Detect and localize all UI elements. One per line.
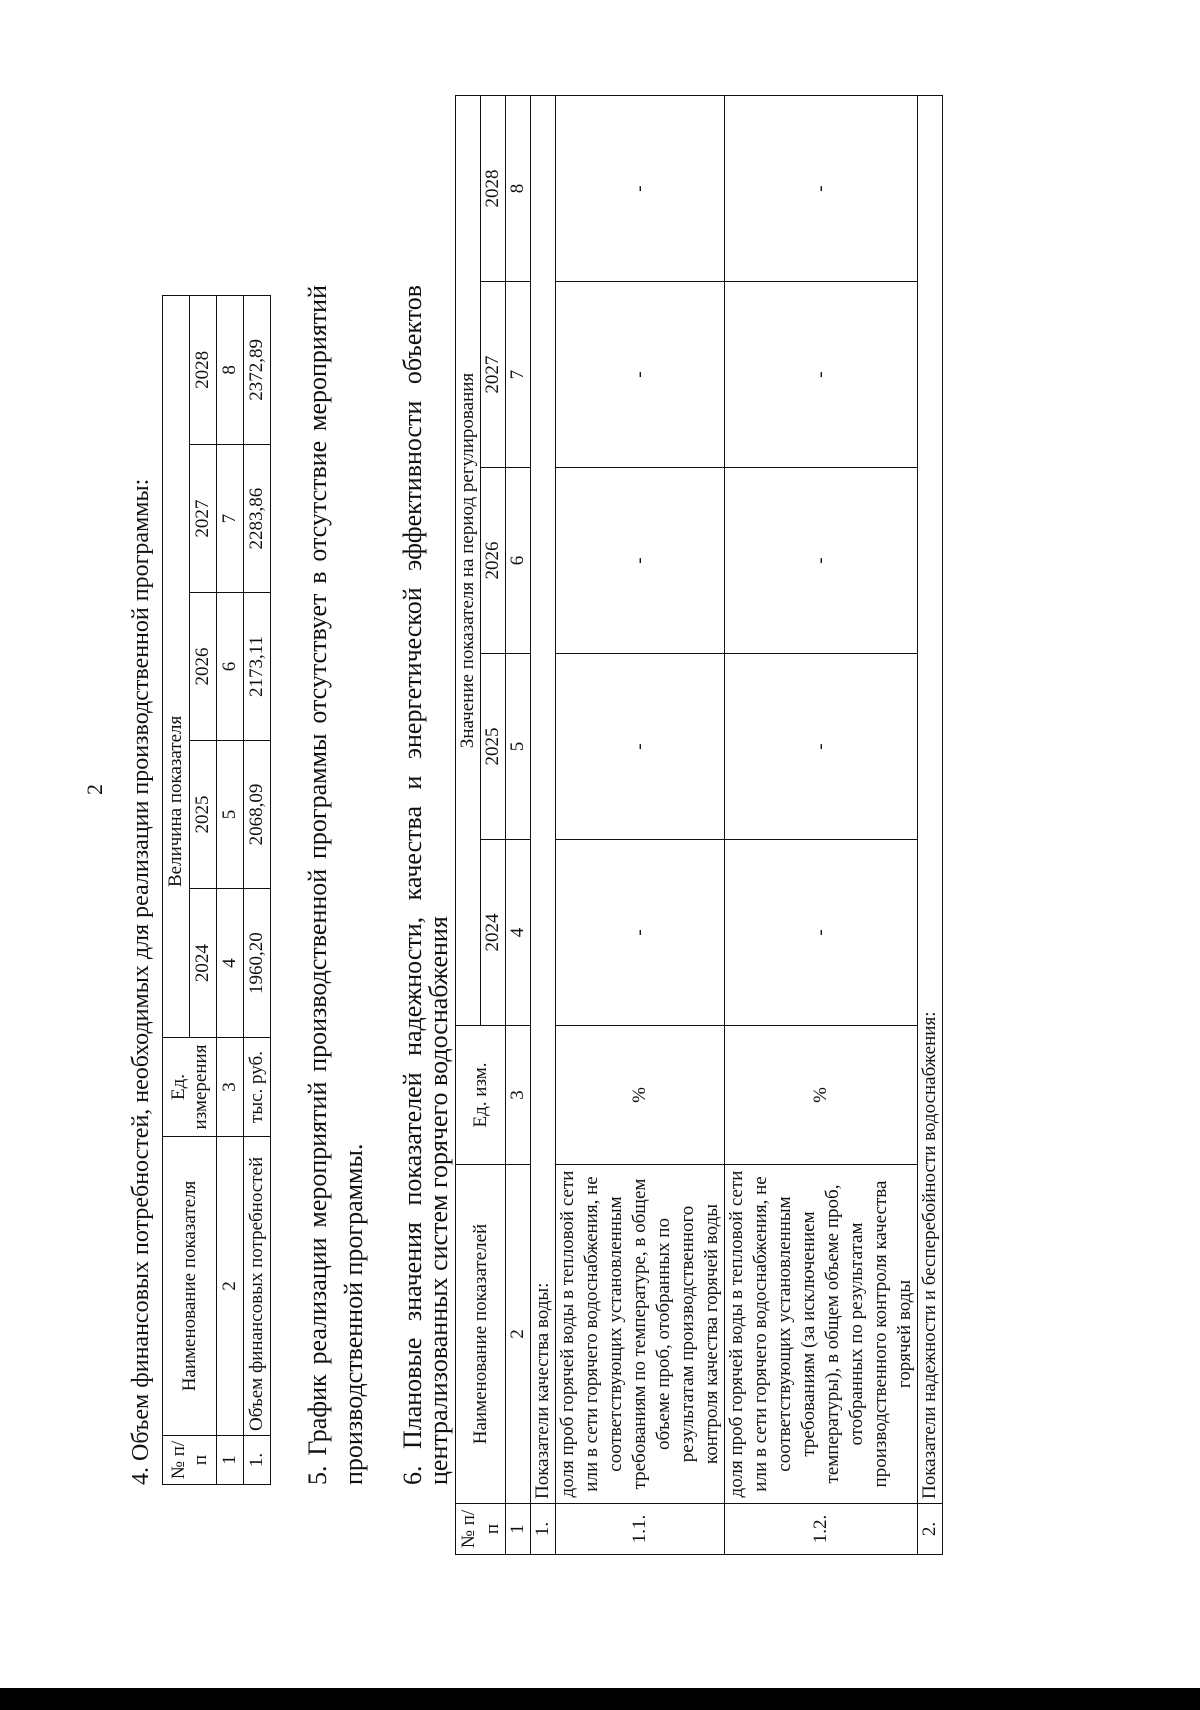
row-num: 1.1.: [556, 1504, 725, 1555]
group-num: 1.: [531, 1504, 556, 1555]
index-cell: 4: [506, 840, 531, 1026]
rotated-document: [82, 85, 1100, 1615]
index-cell: 1: [506, 1504, 531, 1555]
value-cell: -: [556, 840, 725, 1026]
group-label: Показатели надежности и бесперебойности водоснабжения:: [918, 96, 943, 1504]
header-value: Величина показателя: [163, 296, 190, 1038]
value-cell: -: [556, 96, 725, 282]
index-cell: 8: [217, 296, 244, 445]
year-cell: 2024: [481, 840, 506, 1026]
row-name: доля проб горячей воды в тепловой сети или в сети горячего водоснабжения, не соответствующих установленным требованиям (за исключением температуры), в общем объеме проб, отобранных по результатам производственного контроля качества горячей воды: [725, 1165, 918, 1504]
index-cell: 4: [217, 889, 244, 1038]
year-cell: 2025: [190, 740, 217, 889]
section5-text: 5. График реализации мероприятий производственной программы отсутствует в отсутствие мероприятий производственной программы.: [303, 285, 368, 1485]
index-cell: 7: [506, 282, 531, 468]
group-num: 2.: [918, 1504, 943, 1555]
section4-title: 4. Объем финансовых потребностей, необходимых для реализации производственной программы:: [128, 478, 154, 1485]
row-num: 1.: [244, 1436, 271, 1485]
value-cell: 2372,89: [244, 296, 271, 445]
value-cell: -: [556, 282, 725, 468]
index-cell: 2: [217, 1137, 244, 1436]
index-cell: 7: [217, 444, 244, 593]
scan-edge-bar: [0, 1688, 1200, 1710]
index-cell: 1: [217, 1436, 244, 1485]
index-cell: 8: [506, 96, 531, 282]
value-cell: 2068,09: [244, 740, 271, 889]
header-num: № п/п: [456, 1504, 506, 1555]
value-cell: -: [725, 96, 918, 282]
index-cell: 2: [506, 1165, 531, 1504]
index-cell: 6: [506, 468, 531, 654]
year-cell: 2025: [481, 654, 506, 840]
header-num: № п/п: [163, 1436, 217, 1485]
value-cell: 2173,11: [244, 593, 271, 740]
index-cell: 5: [217, 740, 244, 889]
year-cell: 2026: [481, 468, 506, 654]
row-unit: тыс. руб.: [244, 1038, 271, 1137]
value-cell: -: [725, 282, 918, 468]
value-cell: -: [725, 468, 918, 654]
value-cell: -: [725, 840, 918, 1026]
year-cell: 2027: [481, 282, 506, 468]
year-cell: 2027: [190, 444, 217, 593]
page-number: 2: [82, 784, 107, 795]
row-name: Объем финансовых потребностей: [244, 1137, 271, 1436]
group-label: Показатели качества воды:: [531, 96, 556, 1504]
row-unit: %: [725, 1026, 918, 1165]
row-num: 1.2.: [725, 1504, 918, 1555]
header-name: Наименование показателя: [163, 1137, 217, 1436]
index-cell: 5: [506, 654, 531, 840]
indicators-table: [455, 95, 943, 1555]
financial-needs-table: [162, 295, 271, 1485]
index-cell: 6: [217, 593, 244, 740]
index-cell: 3: [217, 1038, 244, 1137]
header-name: Наименование показателей: [456, 1165, 506, 1504]
header-value: Значение показателя на период регулирования: [456, 96, 481, 1026]
value-cell: -: [556, 468, 725, 654]
index-cell: 3: [506, 1026, 531, 1165]
row-name: доля проб горячей воды в тепловой сети или в сети горячего водоснабжения, не соответствующих установленным требованиям по температуре, в общем объеме проб, отобранных по результатам производственного контроля качества горячей воды: [556, 1165, 725, 1504]
year-cell: 2028: [190, 296, 217, 445]
value-cell: 1960,20: [244, 889, 271, 1038]
year-cell: 2024: [190, 889, 217, 1038]
value-cell: 2283,86: [244, 444, 271, 593]
year-cell: 2026: [190, 593, 217, 740]
value-cell: -: [556, 654, 725, 840]
row-unit: %: [556, 1026, 725, 1165]
year-cell: 2028: [481, 96, 506, 282]
header-unit: Ед. изм.: [456, 1026, 506, 1165]
header-unit: Ед. измерения: [163, 1038, 217, 1137]
value-cell: -: [725, 654, 918, 840]
section6-title: 6. Плановые значения показателей надежности, качества и энергетической эффективности объектов централизованных систем горячего водоснабжения: [398, 285, 453, 1485]
